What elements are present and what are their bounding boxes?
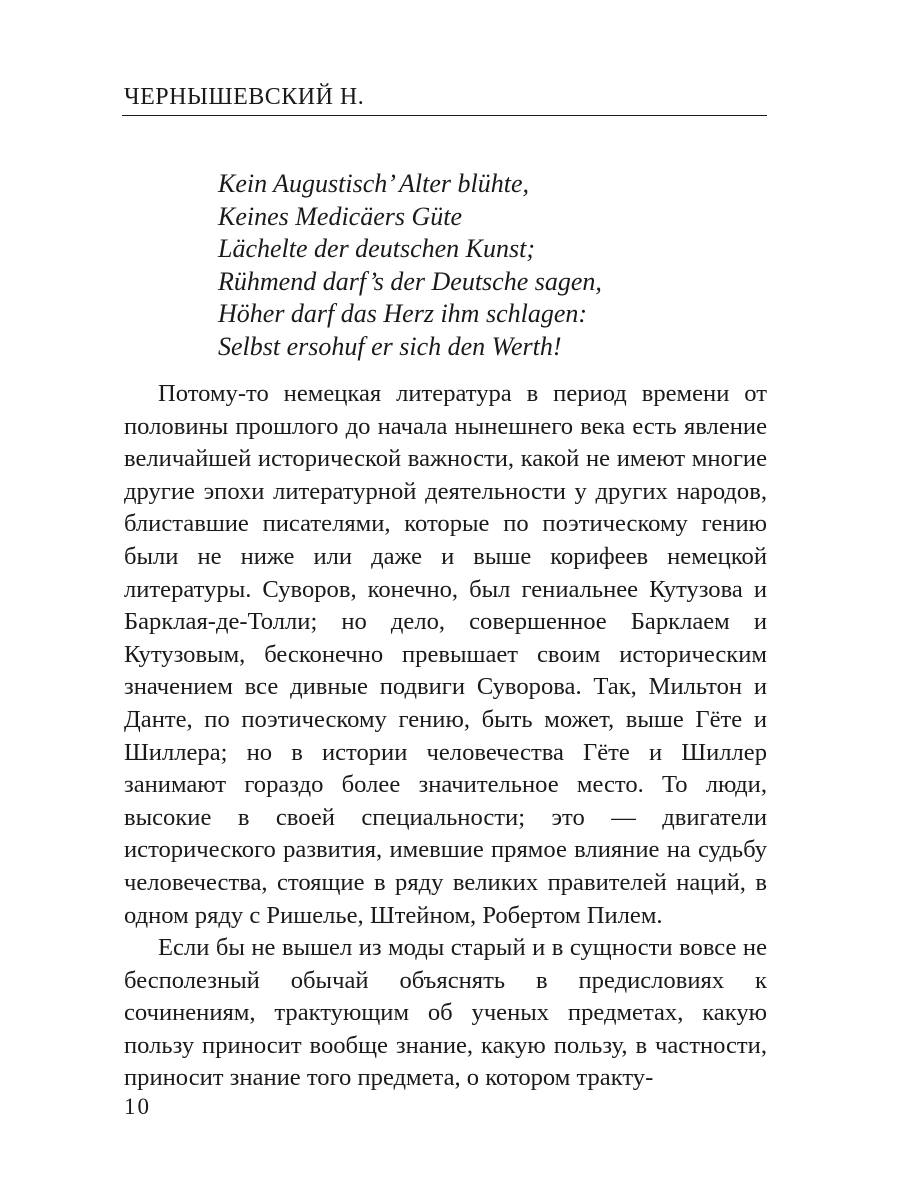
paragraph: Потому-то немецкая литература в период времени от половины прошлого до начала нынешнего века есть явление величайшей исторической важности, какой не имеют многие другие эпохи литературной деятельности у других народов, блиставшие писателями, которые по поэтическому гению были не ниже или даже и выше корифеев немецкой литературы. Суворов, конечно, был гениальнее Кутузова и Барклая-де-Толли; но дело, совершенное Барклаем и Кутузовым, бесконечно превышает своим историческим значением все дивные подвиги Суворова. Так, Мильтон и Данте, по поэтическому гению, быть может, выше Гёте и Шиллера; но в истории человечества Гёте и Шиллер занимают гораздо более значительное место. То люди, высокие в своей специальности; это — двигатели исторического развития, имевшие прямое влияние на судьбу человечества, стоящие в ряду великих правителей наций, в одном ряду с Ришелье, Штейном, Робертом Пилем. [124,380,767,929]
header-rule [122,115,767,116]
poem-line: Kein Augustisch’ Alter blühte, [218,169,530,198]
poem-stanza [218,168,602,364]
running-head-title: ЧЕРНЫШЕВСКИЙ Н. [124,84,365,110]
poem-line: Höher darf das Herz ihm schlagen: [218,299,588,329]
body-text [124,378,767,1095]
page-number: 10 [124,1094,151,1119]
poem-line: Keines Medicäers Güte [218,201,463,231]
poem-line: Rühmend darf’s der Deutsche sagen, [218,266,602,296]
paragraph: Если бы не вышел из моды старый и в сущности вовсе не бесполезный обычай объяснять в предисловиях к сочинениям, трактующим об ученых предметах, какую пользу приносит вообще знание, какую пользу, в частности, приносит знание того предмета, о котором тракту- [124,934,767,1092]
poem-line: Lächelte der deutschen Kunst; [218,234,535,264]
poem-line: Selbst ersohuf er sich den Werth! [218,331,562,361]
